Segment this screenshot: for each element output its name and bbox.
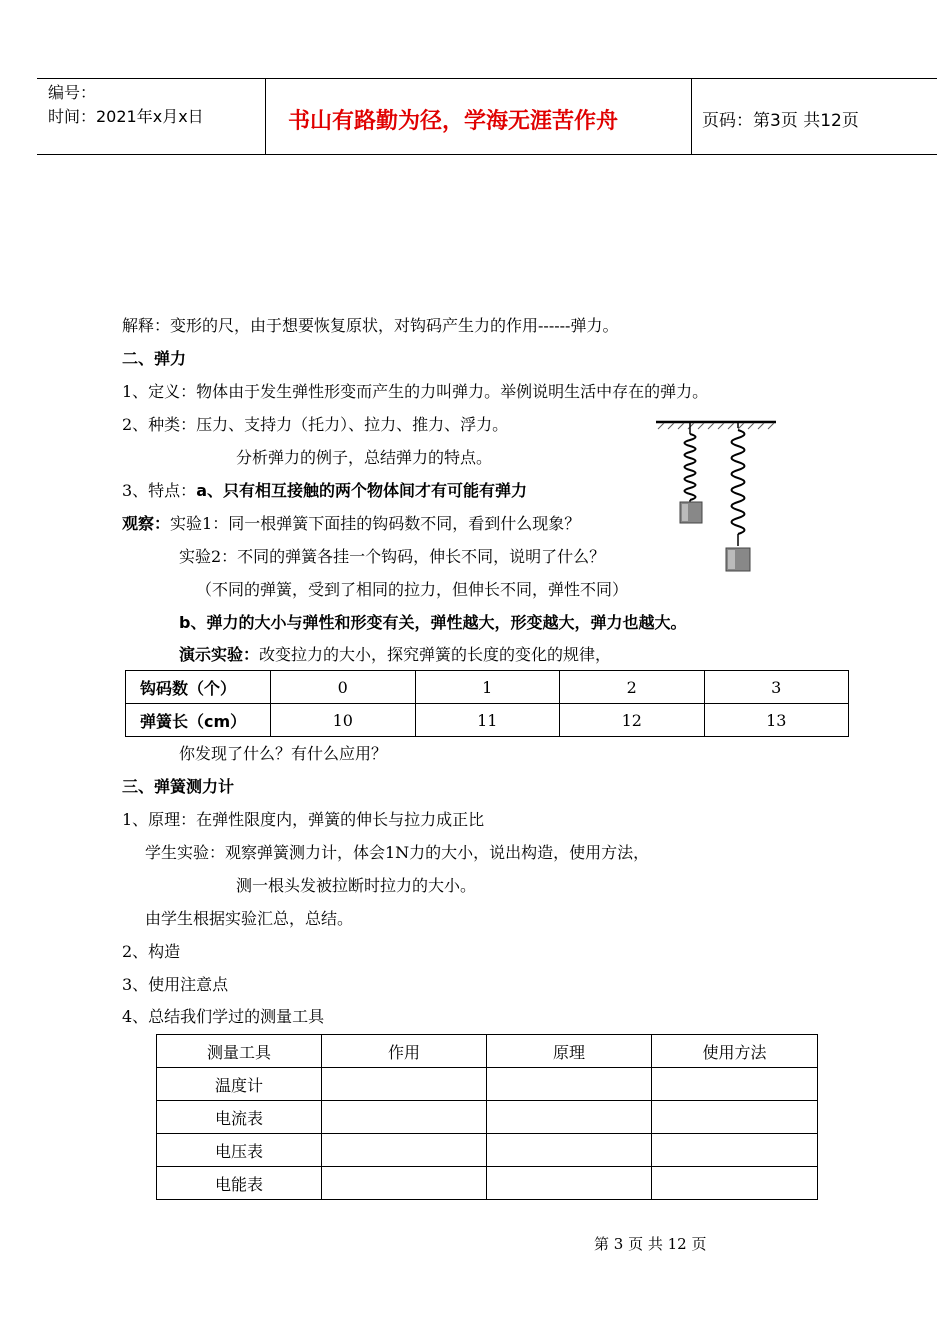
question-text: 你发现了什么？有什么应用？ <box>179 744 388 763</box>
feature-b: b、弹力的大小与弹性和形变有关，弹性越大，形变越大，弹力也越大。 <box>179 613 687 632</box>
table-cell: 12 <box>560 704 705 737</box>
table-row <box>126 671 849 704</box>
feature-a: a、只有相互接触的两个物体间才有可能有弹力 <box>196 481 527 500</box>
column-header: 使用方法 <box>652 1035 818 1068</box>
section-2-title: 二、弹力 <box>122 349 187 368</box>
row-header-length: 弹簧长（cm） <box>126 704 271 737</box>
table-cell <box>322 1068 487 1101</box>
tool-name: 电能表 <box>157 1167 322 1200</box>
principle-text: 1、原理：在弹性限度内，弹簧的伸长与拉力成正比 <box>122 810 485 829</box>
kinds-text: 2、种类：压力、支持力（托力）、拉力、推力、浮力。 <box>122 415 509 434</box>
section-3-title: 三、弹簧测力计 <box>122 777 235 796</box>
table-cell <box>652 1167 818 1200</box>
date-label: 时间：2021年x月x日 <box>48 107 204 126</box>
explanation-text: 解释：变形的尺，由于想要恢复原状，对钩码产生力的作用------弹力。 <box>122 316 619 335</box>
table-cell <box>487 1101 652 1134</box>
row-header-hooks: 钩码数（个） <box>126 671 271 704</box>
table-cell <box>652 1068 818 1101</box>
demo-text: 改变拉力的大小，探究弹簧的长度的变化的规律， <box>259 645 612 664</box>
item-precautions: 3、使用注意点 <box>122 975 229 994</box>
table-row <box>157 1101 818 1134</box>
header-divider-right <box>691 78 692 155</box>
experiment-1: 实验1：同一根弹簧下面挂的钩码数不同，看到什么现象？ <box>170 514 581 533</box>
demo-line <box>179 642 611 665</box>
table-cell <box>487 1167 652 1200</box>
table-cell: 0 <box>271 671 416 704</box>
demo-label: 演示实验： <box>179 645 260 664</box>
measuring-tools-table <box>156 1034 818 1200</box>
table-cell: 2 <box>560 671 705 704</box>
header-motto: 书山有路勤为径，学海无涯苦作舟 <box>288 108 619 134</box>
student-experiment-2: 测一根头发被拉断时拉力的大小。 <box>236 876 477 895</box>
summary-text: 由学生根据实验汇总，总结。 <box>145 909 354 928</box>
table-cell: 1 <box>415 671 560 704</box>
column-header: 测量工具 <box>157 1035 322 1068</box>
page-footer: 第 3 页 共 12 页 <box>594 1235 707 1253</box>
experiment-2: 实验2：不同的弹簧各挂一个钩码，伸长不同，说明了什么？ <box>179 547 606 566</box>
table-cell <box>487 1068 652 1101</box>
table-cell: 10 <box>271 704 416 737</box>
springs-with-weights-illustration <box>650 418 780 578</box>
table-cell <box>652 1134 818 1167</box>
table-cell <box>322 1134 487 1167</box>
tool-name: 温度计 <box>157 1068 322 1101</box>
table-row <box>157 1068 818 1101</box>
serial-label: 编号： <box>48 83 97 102</box>
feature-prefix: 3、特点： <box>122 481 197 500</box>
table-row <box>157 1167 818 1200</box>
table-row <box>126 704 849 737</box>
observe-label: 观察： <box>122 514 171 533</box>
table-cell: 13 <box>704 704 849 737</box>
table-cell <box>652 1101 818 1134</box>
observe-line <box>122 511 580 534</box>
table-header-row <box>157 1035 818 1068</box>
tool-name: 电流表 <box>157 1101 322 1134</box>
table-cell <box>322 1101 487 1134</box>
table-cell <box>322 1167 487 1200</box>
column-header: 作用 <box>322 1035 487 1068</box>
table-cell <box>487 1134 652 1167</box>
student-experiment: 学生实验：观察弹簧测力计，体会1N力的大小，说出构造，使用方法， <box>145 843 650 862</box>
analyze-text: 分析弹力的例子，总结弹力的特点。 <box>236 448 493 467</box>
page-indicator: 页码：第3页 共12页 <box>702 111 859 131</box>
table-cell: 11 <box>415 704 560 737</box>
spring-length-table <box>125 670 849 737</box>
table-row <box>157 1134 818 1167</box>
column-header: 原理 <box>487 1035 652 1068</box>
header-top-rule <box>37 78 937 79</box>
header-bottom-rule <box>37 154 937 155</box>
item-tools-summary: 4、总结我们学过的测量工具 <box>122 1007 325 1026</box>
table-cell: 3 <box>704 671 849 704</box>
header-divider-left <box>265 78 266 155</box>
item-construction: 2、构造 <box>122 942 181 961</box>
feature-line <box>122 478 527 501</box>
definition-text: 1、定义：物体由于发生弹性形变而产生的力叫弹力。举例说明生活中存在的弹力。 <box>122 382 709 401</box>
tool-name: 电压表 <box>157 1134 322 1167</box>
experiment-2-note: （不同的弹簧，受到了相同的拉力，但伸长不同，弹性不同） <box>196 580 629 599</box>
